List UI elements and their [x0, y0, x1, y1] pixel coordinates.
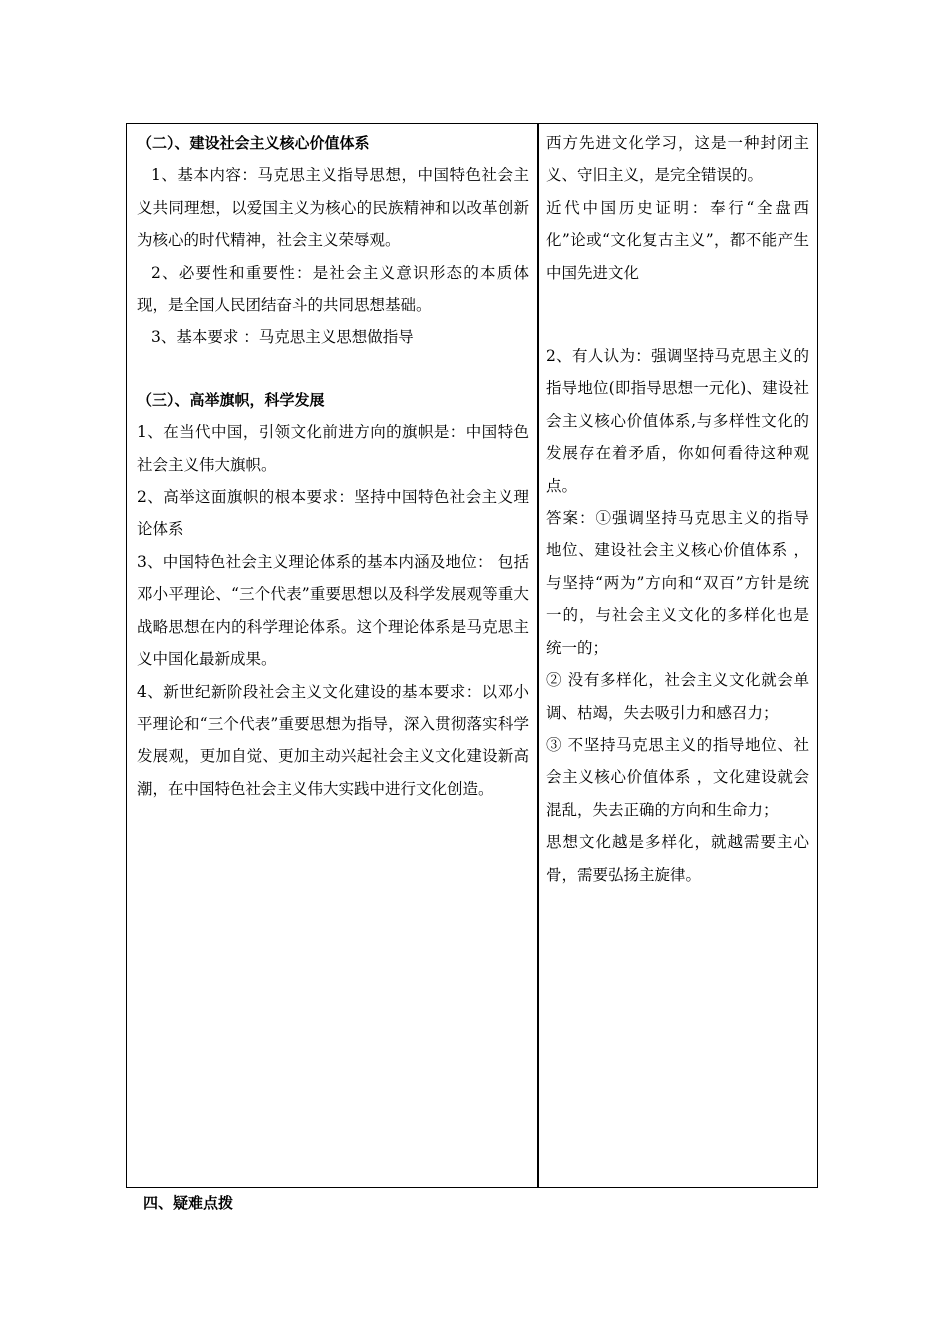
- answer-conclusion: 思想文化越是多样化，就越需要主心骨，需要弘扬主旋律。: [546, 833, 809, 884]
- right-paragraph-2: 近代中国历史证明：奉行“全盘西化”论或“文化复古主义”，都不能产生中国先进文化: [546, 198, 809, 282]
- content-table: [126, 123, 818, 1188]
- section2-item-1: 1、基本内容：马克思主义指导思想，中国特色社会主义共同理想，以爱国主义为核心的民族精神和以改革创新为核心的时代精神，社会主义荣辱观。: [137, 166, 529, 250]
- answer-paragraph-3: ③ 不坚持马克思主义的指导地位、社会主义核心价值体系 ，文化建设就会混乱，失去正确的方向和生命力；: [546, 735, 809, 819]
- spacer: [546, 289, 809, 340]
- answer-paragraph-1: 答案：①强调坚持马克思主义的指导地位、建设社会主义核心价值体系 ，与坚持“两为”方向和“双百”方针是统一的，与社会主义文化的多样化也是统一的；: [546, 509, 809, 657]
- spacer: [137, 354, 529, 384]
- question-2: 2、有人认为：强调坚持马克思主义的指导地位(即指导思想一元化)、建设社会主义核心价值体系,与多样性文化的发展存在着矛盾，你如何看待这种观点。: [546, 347, 809, 495]
- answer-paragraph-2: ② 没有多样化，社会主义文化就会单调、枯竭，失去吸引力和感召力；: [546, 671, 809, 722]
- left-column: [137, 127, 529, 805]
- section2-item-2: 2、必要性和重要性：是社会主义意识形态的本质体现，是全国人民团结奋斗的共同思想基础。: [137, 263, 529, 315]
- section4-heading: 四、疑难点拨: [143, 1194, 234, 1212]
- section3-item-4: 4、新世纪新阶段社会主义文化建设的基本要求：以邓小平理论和“三个代表”重要思想为指导，深入贯彻落实科学发展观，更加自觉、更加主动兴起社会主义文化建设新高潮，在中国特色社会主义伟大实践中进行文化创造。: [137, 682, 529, 798]
- section3-title: （三）、高举旗帜，科学发展: [137, 390, 325, 409]
- right-column: [546, 127, 809, 891]
- section3-item-1: 1、在当代中国，引领文化前进方向的旗帜是：中国特色社会主义伟大旗帜。: [137, 423, 529, 474]
- column-divider: [537, 124, 539, 1187]
- section2-title: （二）、建设社会主义核心价值体系: [137, 134, 370, 152]
- section3-item-3: 3、中国特色社会主义理论体系的基本内涵及地位： 包括邓小平理论、“三个代表”重要思想以及科学发展观等重大战略思想在内的科学理论体系。这个理论体系是马克思主义中国化最新成果。: [137, 552, 529, 669]
- section3-item-2: 2、高举这面旗帜的根本要求：坚持中国特色社会主义理论体系: [137, 488, 529, 539]
- section2-item-3: 3、基本要求 ：马克思主义思想做指导: [151, 328, 414, 347]
- right-paragraph-1: 西方先进文化学习，这是一种封闭主义、守旧主义，是完全错误的。: [546, 134, 809, 185]
